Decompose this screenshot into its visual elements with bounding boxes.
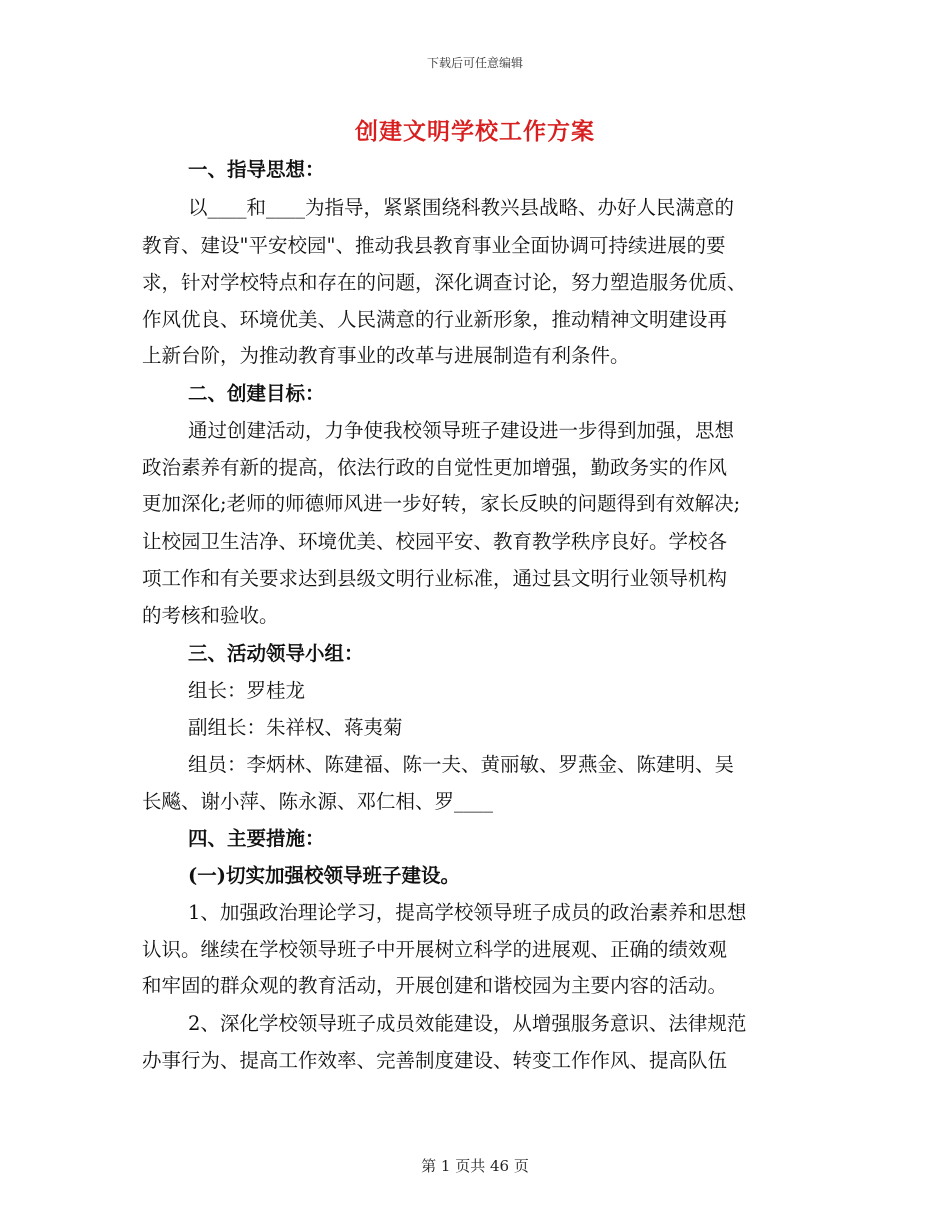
section-heading: 二、创建目标： [188, 382, 325, 405]
paragraph-line: 和牢固的群众观的教育活动，开展创建和谐校园为主要内容的活动。 [142, 974, 728, 997]
paragraph-line: 的考核和验收。 [142, 604, 279, 627]
paragraph-line: 更加深化;老师的师德师风进一步好转，家长反映的问题得到有效解决; [142, 492, 741, 515]
paragraph-line: 求，针对学校特点和存在的问题，深化调查讨论，努力塑造服务优质、 [142, 271, 747, 294]
paragraph-line: 副组长：朱祥权、蒋夷菊 [188, 716, 403, 739]
section-heading: 四、主要措施： [188, 827, 325, 850]
paragraph-line: 1、加强政治理论学习，提高学校领导班子成员的政治素养和思想 [188, 901, 747, 924]
paragraph-line: 以____和____为指导，紧紧围绕科教兴县战略、办好人民满意的 [188, 196, 735, 219]
paragraph-line: 项工作和有关要求达到县级文明行业标准，通过县文明行业领导机构 [142, 567, 728, 590]
paragraph-line: 作风优良、环境优美、人民满意的行业新形象，推动精神文明建设再 [142, 308, 728, 331]
paragraph-line: 认识。继续在学校领导班子中开展树立科学的进展观、正确的绩效观 [142, 938, 728, 961]
document-title: 创建文明学校工作方案 [355, 118, 595, 145]
paragraph-line: 让校园卫生洁净、环境优美、校园平安、教育教学秩序良好。学校各 [142, 530, 728, 553]
section-heading: 一、指导思想： [188, 158, 325, 181]
paragraph-line: 长飚、谢小萍、陈永源、邓仁相、罗____ [142, 790, 494, 813]
paragraph-line: 办事行为、提高工作效率、完善制度建设、转变工作作风、提高队伍 [142, 1049, 728, 1072]
header-note: 下载后可任意编辑 [426, 56, 523, 70]
paragraph-line: 政治素养有新的提高，依法行政的自觉性更加增强，勤政务实的作风 [142, 456, 728, 479]
section-heading: 三、活动领导小组： [188, 642, 364, 665]
paragraph-line: 通过创建活动，力争使我校领导班子建设进一步得到加强，思想 [188, 419, 735, 442]
paragraph-line: 上新台阶，为推动教育事业的改革与进展制造有利条件。 [142, 344, 630, 367]
paragraph-line: 教育、建设"平安校园"、推动我县教育事业全面协调可持续进展的要 [142, 234, 726, 257]
page-footer: 第 1 页共 46 页 [421, 1157, 529, 1175]
paragraph-line: 组长：罗桂龙 [188, 679, 306, 702]
section-heading: (一)切实加强校领导班子建设。 [188, 864, 460, 887]
paragraph-line: 组员：李炳林、陈建福、陈一夫、黄丽敏、罗燕金、陈建明、吴 [188, 753, 735, 776]
paragraph-line: 2、深化学校领导班子成员效能建设，从增强服务意识、法律规范 [188, 1012, 747, 1035]
